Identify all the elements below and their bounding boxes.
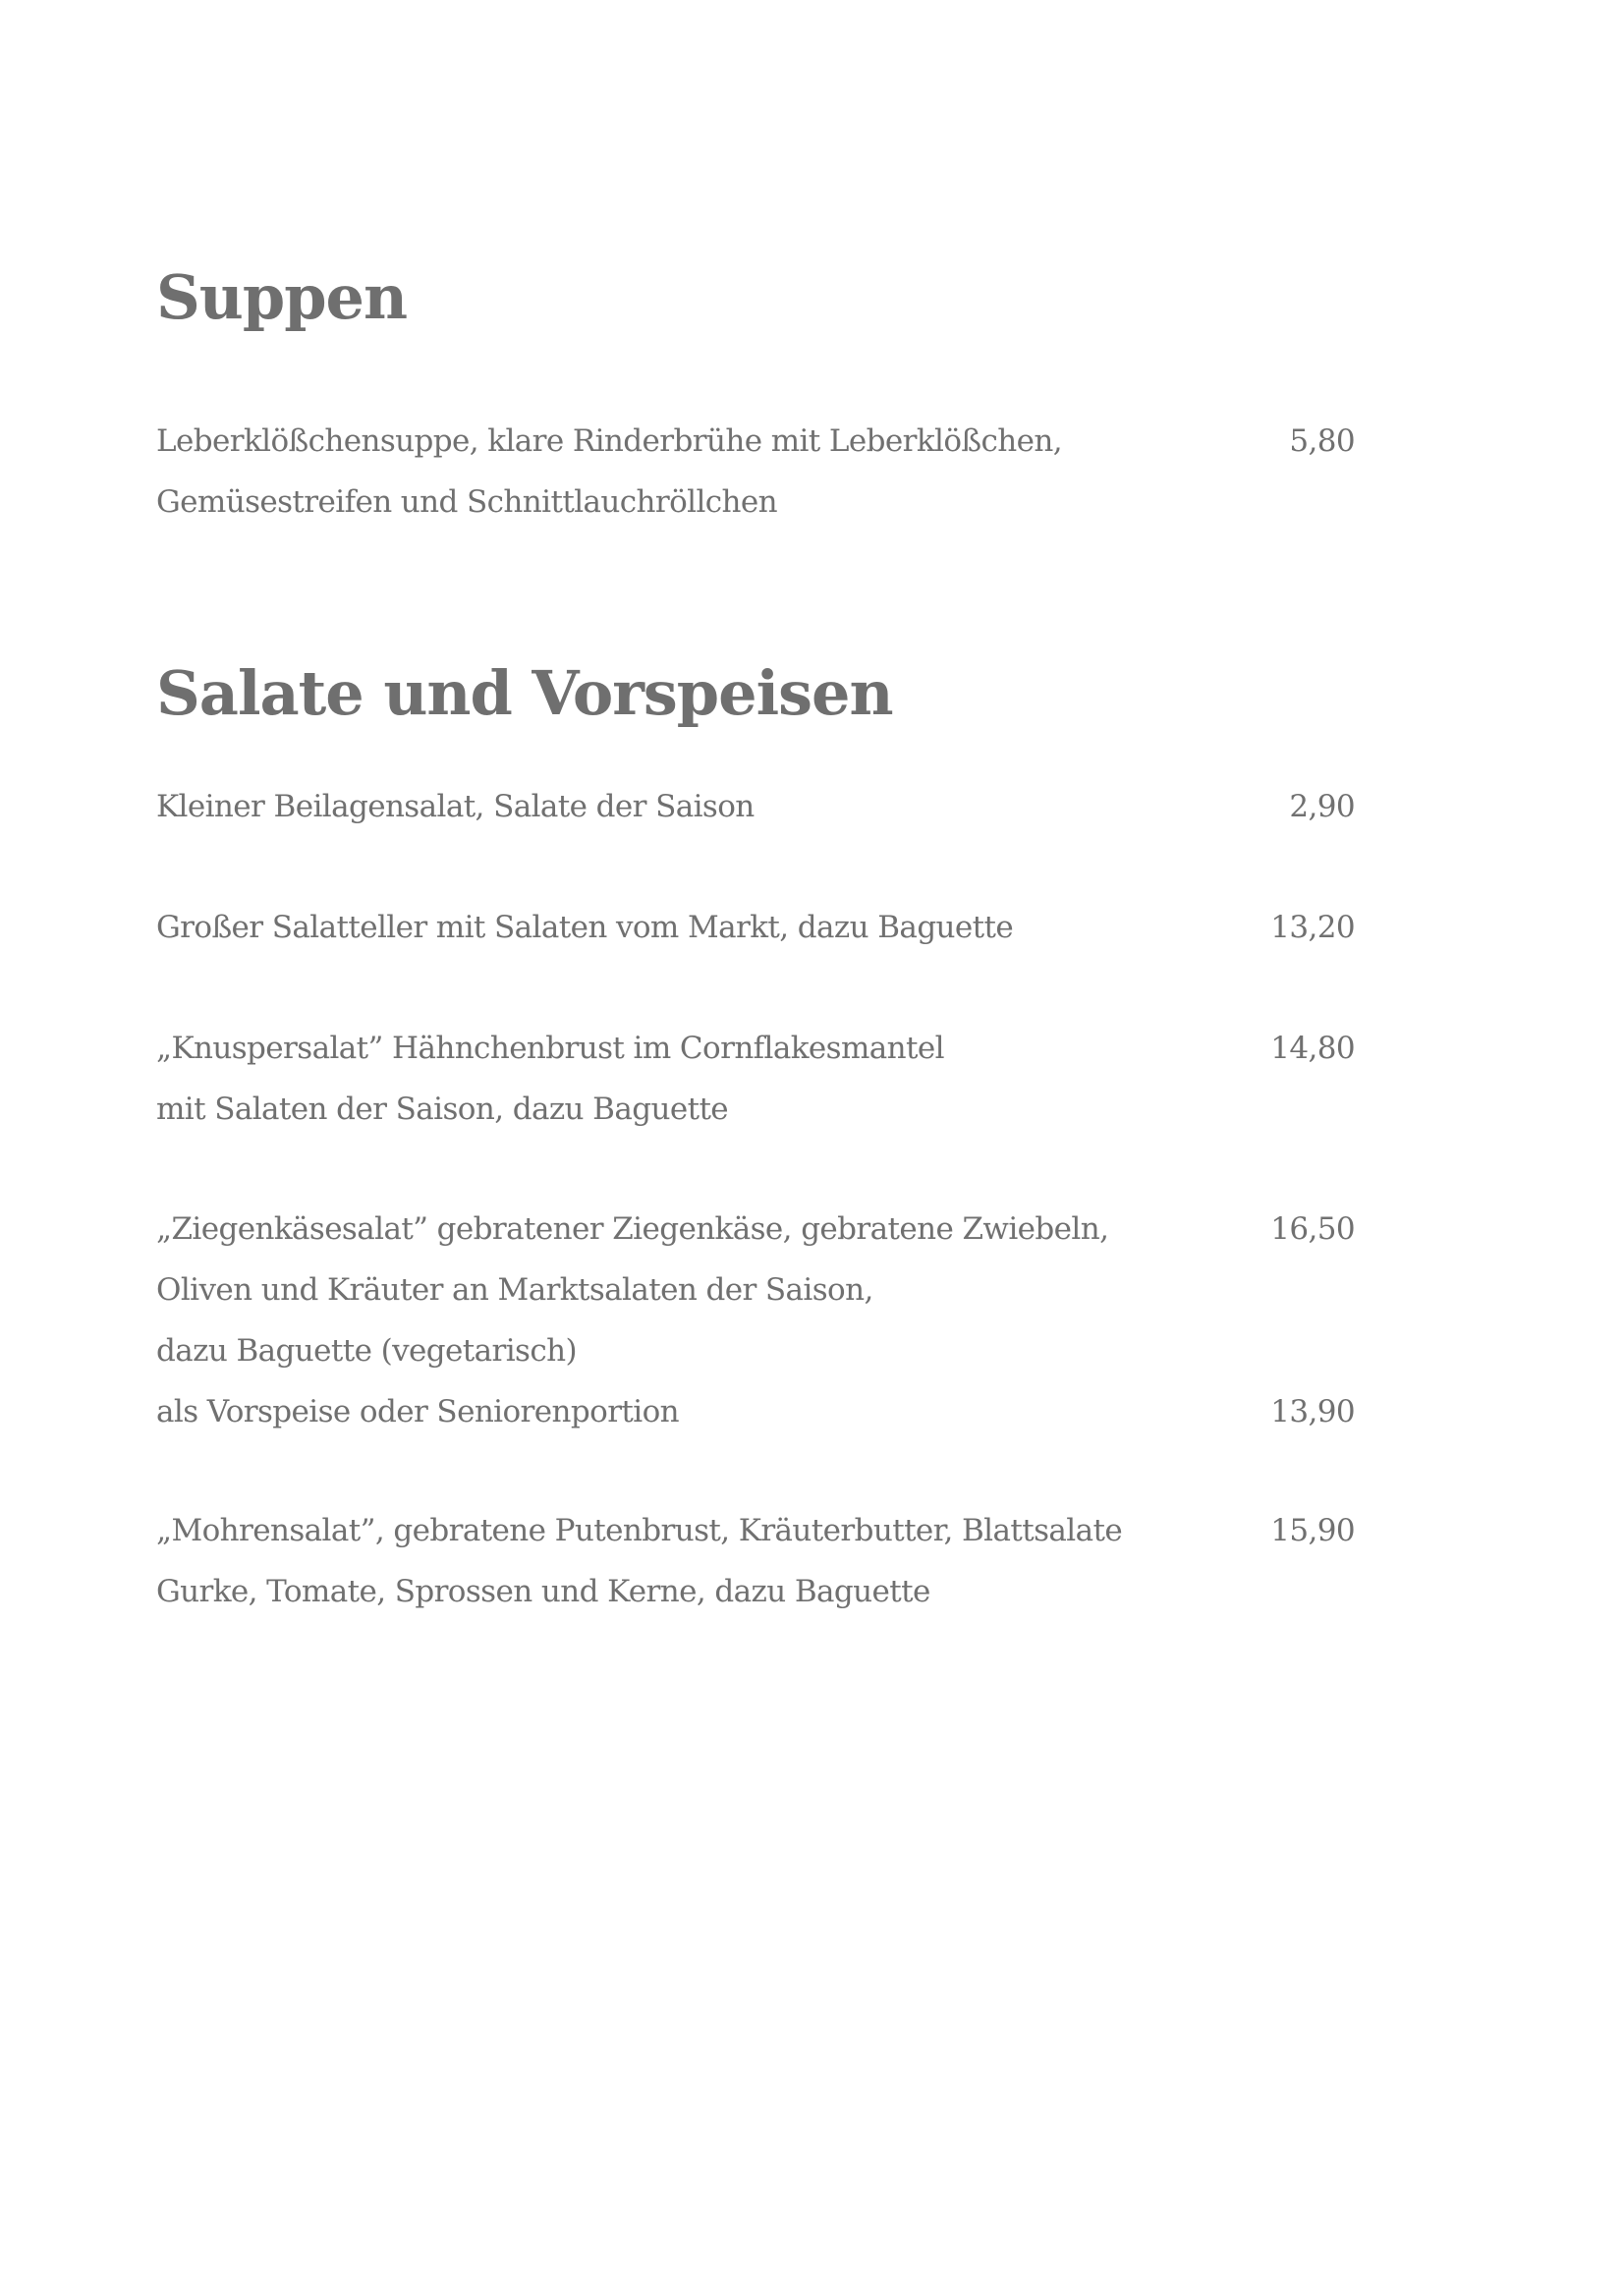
menu-item-description: Gurke, Tomate, Sprossen und Kerne, dazu Baguette <box>156 1574 930 1609</box>
menu-item-description: Leberklößchensuppe, klare Rinderbrühe mit Leberklößchen, <box>156 423 1063 459</box>
menu-item-line <box>156 472 1355 532</box>
menu-item-price: 2,90 <box>1289 789 1355 824</box>
menu-item-description: „Mohrensalat”, gebratene Putenbrust, Kräuterbutter, Blattsalate <box>156 1513 1123 1548</box>
menu-item-line <box>156 411 1355 472</box>
menu-item-description: mit Salaten der Saison, dazu Baguette <box>156 1092 729 1127</box>
menu-item-kleiner-beilagensalat <box>156 776 1355 837</box>
menu-item-price: 14,80 <box>1270 1031 1355 1066</box>
menu-item-line <box>156 1320 1355 1381</box>
menu-item-price: 13,20 <box>1270 910 1355 945</box>
menu-item-line <box>156 776 1355 837</box>
menu-item-knuspersalat <box>156 1018 1355 1140</box>
menu-item-ziegenkaesesalat <box>156 1199 1355 1442</box>
menu-item-price: 15,90 <box>1270 1513 1355 1548</box>
menu-item-description: Kleiner Beilagensalat, Salate der Saison <box>156 789 755 824</box>
menu-item-grosser-salatteller <box>156 897 1355 958</box>
section-title-salate-und-vorspeisen: Salate und Vorspeisen <box>156 657 893 729</box>
menu-item-line <box>156 1079 1355 1140</box>
menu-item-description: „Knuspersalat” Hähnchenbrust im Cornflakesmantel <box>156 1031 944 1066</box>
menu-item-line <box>156 1500 1355 1561</box>
menu-item-description: Gemüsestreifen und Schnittlauchröllchen <box>156 484 778 520</box>
menu-item-description: dazu Baguette (vegetarisch) <box>156 1333 577 1369</box>
menu-item-line <box>156 1381 1355 1442</box>
menu-item-price: 16,50 <box>1270 1211 1355 1247</box>
menu-item-description: „Ziegenkäsesalat” gebratener Ziegenkäse, gebratene Zwiebeln, <box>156 1211 1109 1247</box>
menu-item-description: Großer Salatteller mit Salaten vom Markt, dazu Baguette <box>156 910 1014 945</box>
menu-item-description: als Vorspeise oder Seniorenportion <box>156 1394 680 1429</box>
menu-item-price: 5,80 <box>1289 423 1355 459</box>
menu-item-line <box>156 897 1355 958</box>
menu-item-mohrensalat <box>156 1500 1355 1622</box>
menu-item-line <box>156 1018 1355 1079</box>
menu-item-leberkloesschensuppe <box>156 411 1355 532</box>
menu-item-line <box>156 1199 1355 1260</box>
menu-item-line <box>156 1561 1355 1622</box>
menu-item-description: Oliven und Kräuter an Marktsalaten der Saison, <box>156 1272 873 1308</box>
menu-item-price: 13,90 <box>1270 1394 1355 1429</box>
section-title-suppen: Suppen <box>156 261 408 333</box>
menu-item-line <box>156 1260 1355 1320</box>
